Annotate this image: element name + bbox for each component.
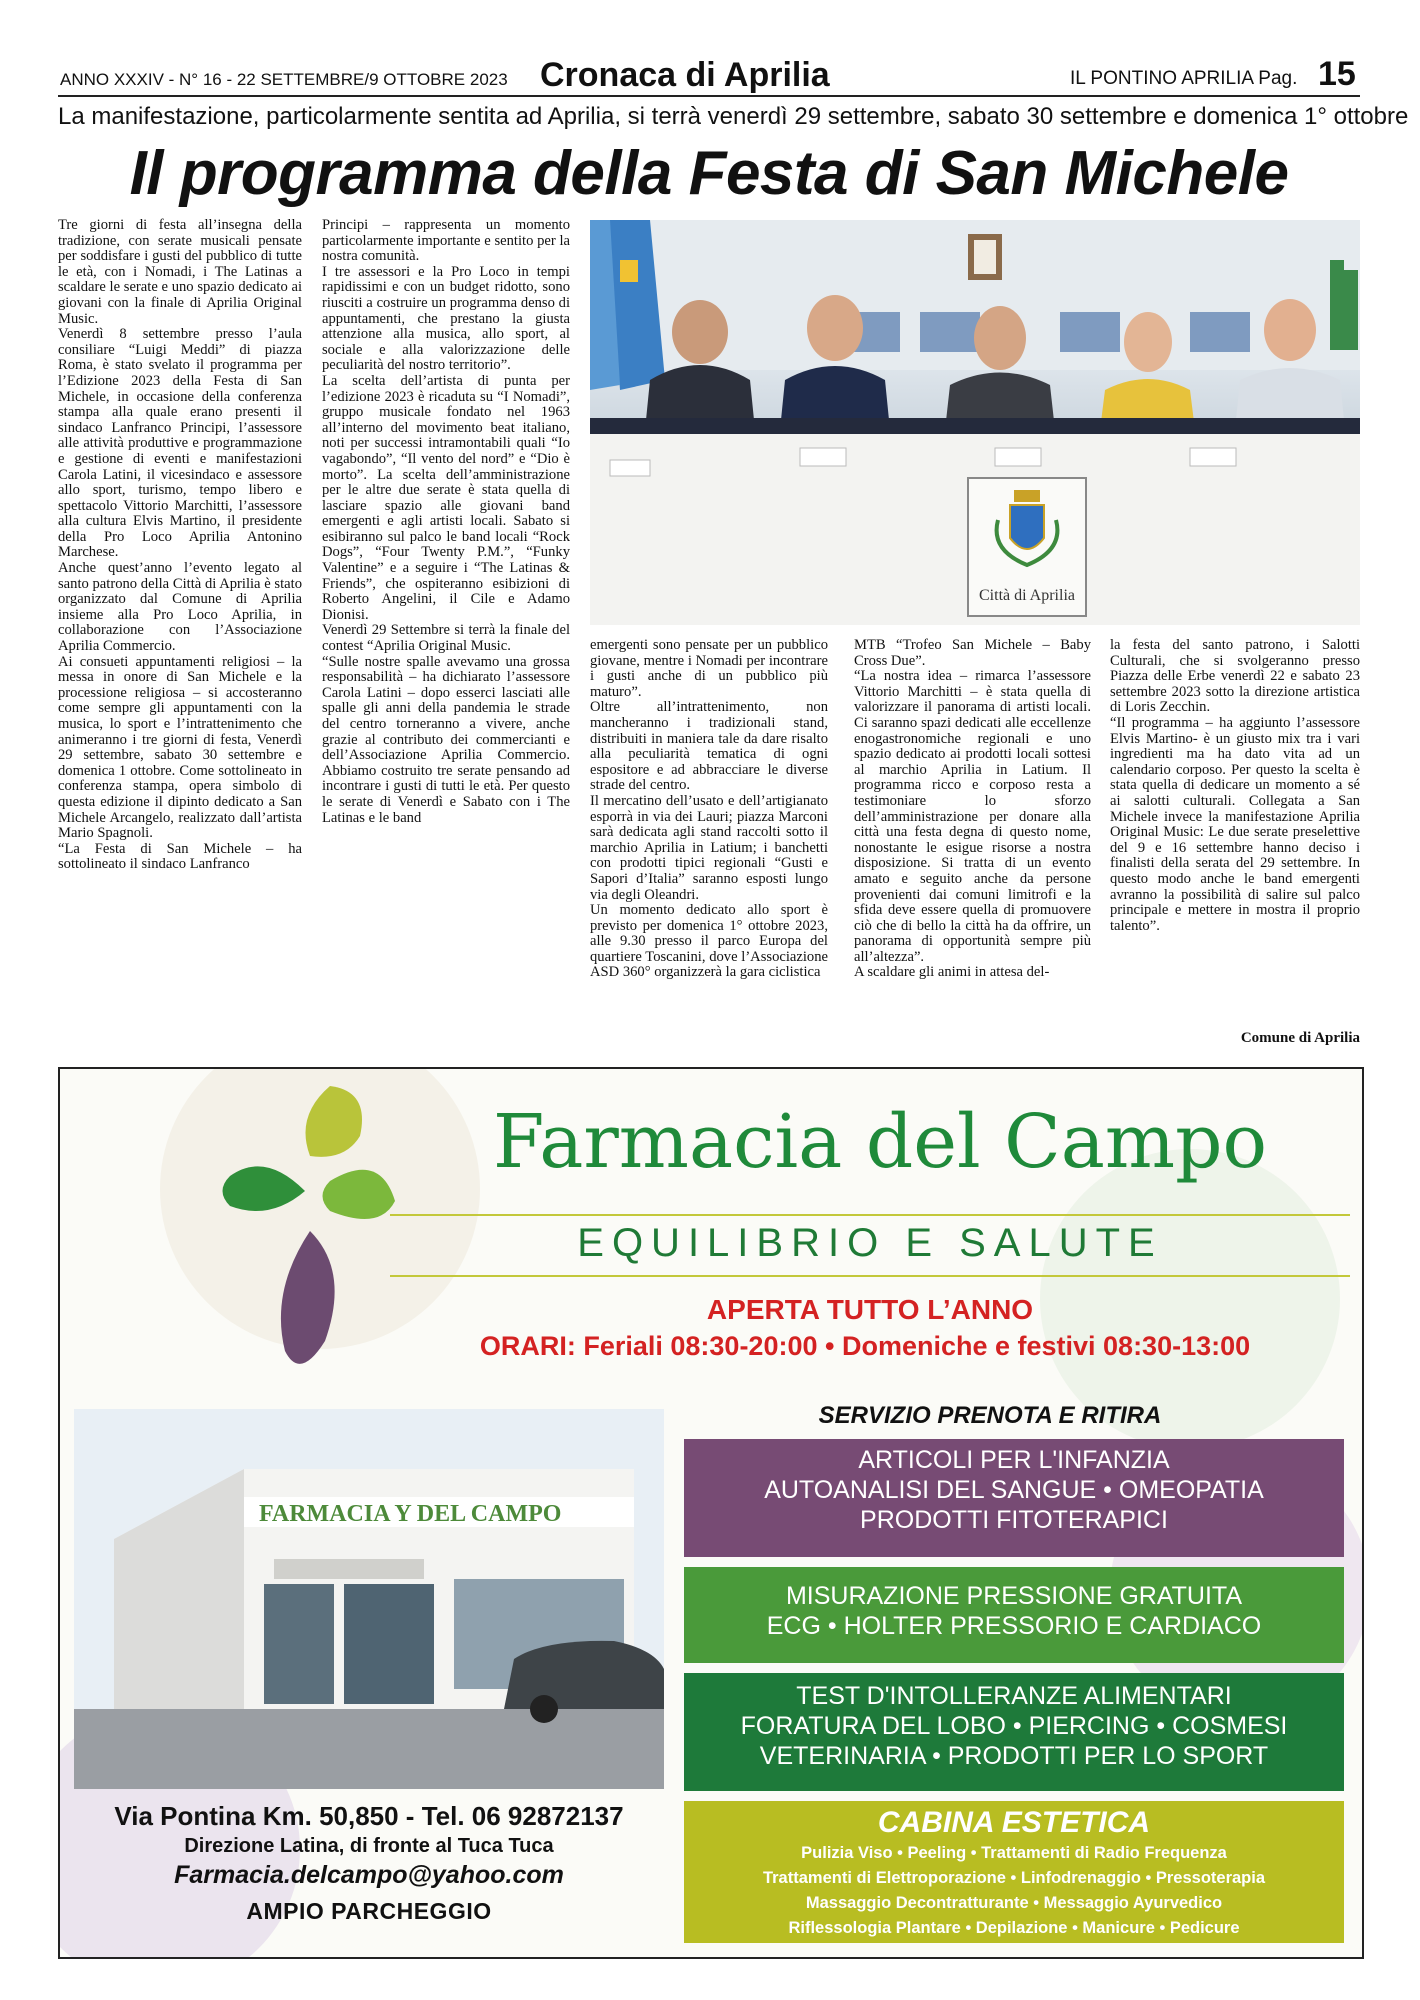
article-paragraph: “La Festa di San Michele – ha sottolineato il sindaco Lanfranco <box>58 840 302 873</box>
article-column-1 <box>58 218 302 1043</box>
article-paragraph: Venerdì 8 settembre presso l’aula consiliare “Luigi Meddi” di piazza Roma, è stato svelato il programma per l’Edizione 2023 della Festa di San Michele, in occasione della conferenza stampa alla quale erano presenti il sindaco Lanfranco Principi, l’assessore alle attività produttive e programmazione e gestione di eventi e manifestazioni Carola Latini, il vicesindaco e assessore allo sport, turismo, tempo libero e spettacolo Vittorio Marchitti, l’assessore alla cultura Elvis Martino, il presidente della Pro Loco Aprilia Antonino Marchese. <box>58 326 302 561</box>
service-item: PRODOTTI FITOTERAPICI <box>860 1506 1168 1534</box>
service-box-tests <box>684 1673 1344 1791</box>
pharmacy-parking: AMPIO PARCHEGGIO <box>246 1898 492 1924</box>
pharmacy-ad <box>58 1067 1364 1959</box>
ad-title: Farmacia del Campo <box>492 1099 1268 1185</box>
service-item: VETERINARIA • PRODOTTI PER LO SPORT <box>759 1742 1269 1770</box>
article-paragraph: Tre giorni di festa all’insegna della tradizione, con serate musicali pensate per soddisfare i gusti del pubblico di tutte le età, con i Nomadi, i The Latinas a scaldare le serate e uno spazio dedicato ai giovani con la finale di Aprilia Original Music. <box>58 218 302 327</box>
service-item: Trattamenti di Elettroporazione • Linfodrenaggio • Pressoterapia <box>762 1869 1266 1887</box>
article-paragraph: La scelta dell’artista di punta per l’edizione 2023 è ricaduta su “I Nomadi”, gruppo musicale fondato nel 1963 all’interno del movimento beat italiano, noti per successi intramontabili quali “Io vagabondo”, “Il vento del nord” e “Dio è morto”. La scelta dell’amministrazione per le altre due serate è stata quella di lasciare spazio alle giovani band emergenti e agli artisti locali. Sabato si esibiranno sul palco le band locali “Rock Dogs”, “Four Twenty P.M.”, “Funky Valentine” e a seguire i “The Latinas & Friends”, che ospiteranno esibizioni di Roberto Angelini, il Cile e Adamo Dionisi. <box>322 372 570 623</box>
service-item: ECG • HOLTER PRESSORIO E CARDIACO <box>766 1612 1262 1640</box>
article-paragraph: Ai consueti appuntamenti religiosi – la messa in onore di San Michele e la processione religiosa – si accosteranno come sempre gli appuntamenti con la musica, lo sport e l’intrattenimento che animeranno i tre giorni di festa, Venerdì 29 settembre, sabato 30 settembre e domenica 1 ottobre. Come sottolineato in conferenza stampa, opera simbolo di questa edizione il dipinto dedicato a San Michele Arcangelo, realizzato dall’artista Mario Spagnoli. <box>58 653 302 842</box>
ad-subtitle: EQUILIBRIO E SALUTE <box>577 1221 1163 1265</box>
article-column-5 <box>1110 638 1360 1030</box>
pharmacy-storefront-photo <box>74 1409 664 1789</box>
press-conference-photo <box>590 220 1360 625</box>
service-item: TEST D'INTOLLERANZE ALIMENTARI <box>796 1682 1232 1710</box>
header-rule <box>58 95 1360 97</box>
service-item: AUTOANALISI DEL SANGUE • OMEOPATIA <box>764 1476 1264 1504</box>
storefront-sign-text: FARMACIA Y DEL CAMPO <box>259 1501 562 1527</box>
article-subhead: La manifestazione, particolarmente sentita ad Aprilia, si terrà venerdì 29 settembre, sabato 30 settembre e domenica 1° ottobre <box>58 103 1409 130</box>
article-paragraph: MTB “Trofeo San Michele – Baby Cross Due”. <box>854 638 1091 669</box>
pharmacy-contact <box>74 1799 664 1931</box>
issue-info: ANNO XXXIV - N° 16 - 22 SETTEMBRE/9 OTTOBRE 2023 <box>60 70 508 89</box>
ad-service-heading: SERVIZIO PRENOTA E RITIRA <box>818 1402 1162 1429</box>
service-box-infancy <box>684 1439 1344 1557</box>
section-title: Cronaca di Aprilia <box>540 56 830 94</box>
service-box-pressure <box>684 1567 1344 1663</box>
pharmacy-direction: Direzione Latina, di fronte al Tuca Tuca <box>184 1835 554 1857</box>
article-headline: Il programma della Festa di San Michele <box>129 139 1289 208</box>
article-paragraph: “La nostra idea – rimarca l’assessore Vittorio Marchitti – è stata quella di valorizzare il panorama di artisti locali. Ci saranno spazi dedicati alle eccellenze enogastronomiche regionali e uno spazio dedicato ai prodotti locali sottesi al marchio Aprilia in Latium. Il programma ricco e corposo resta a testimoniare lo sforzo dell’amministrazione per donare alla città una festa degna di questo nome, nonostante le esigue risorse a nostra disposizione. Si tratta di un evento amato e seguito anche da persone provenienti dai comuni limitrofi e la sfida deve essere quella di promuovere ciò che di bello la città ha da offrire, un panorama di opportunità sempre più all’altezza”. <box>854 668 1091 965</box>
article-paragraph: la festa del santo patrono, i Salotti Culturali, che si svolgeranno presso Piazza delle Erbe venerdì 22 e sabato 23 settembre 2023 sotto la direzione artistica di Loris Zecchin. <box>1110 638 1360 716</box>
service-item: Riflessologia Plantare • Depilazione • Manicure • Pedicure <box>788 1919 1240 1937</box>
service-item: Pulizia Viso • Peeling • Trattamenti di Radio Frequenza <box>801 1844 1227 1862</box>
article-paragraph: I tre assessori e la Pro Loco in tempi rapidissimi e con un budget ridotto, sono riusciti a costruire un programma denso di appuntamenti, che prestano la giusta attenzione alla musica, allo sport, al sociale e alla valorizzazione delle peculiarità del nostro territorio”. <box>322 263 570 374</box>
article-column-4 <box>854 638 1091 1043</box>
pharmacy-email[interactable]: Farmacia.delcampo@yahoo.com <box>174 1861 564 1889</box>
article-paragraph: Oltre all’intrattenimento, non mancheranno i tradizionali stand, distribuiti in maniera tale da dare risalto alla peculiarità tematica di ogni espositore e ad abbracciare le diverse strade del centro. <box>590 699 828 794</box>
article-paragraph: Venerdì 29 Settembre si terrà la finale del contest “Aprilia Original Music. <box>322 622 570 655</box>
article-paragraph: “Il programma – ha aggiunto l’assessore Elvis Martino- è un giusto mix tra i vari ingredienti ma ha dato vita ad un calendario corposo. Per questo la scelta è stata quella di dedicare un momento a sé ai salotti culturali. Collegata a San Michele invece la manifestazione Aprilia Original Music: Le due serate preselettive del 9 e 16 settembre hanno deciso i finalisti della serata del 29 settembre. In questo modo anche le band emergenti avranno la possibilità di salire sul palco principale e mettere in mostra il proprio talento”. <box>1110 714 1360 934</box>
service-item: MISURAZIONE PRESSIONE GRATUITA <box>785 1582 1243 1610</box>
page-number: 15 <box>1318 55 1356 93</box>
article-paragraph: Il mercatino dell’usato e dell’artigianato esporrà in via dei Lauri; piazza Marconi sarà dedicata agli stand raccolti sotto il marchio Aprilia in Latium; i banchetti con prodotti tipici regionali “Gusti e Sapori d’Italia” saranno esposti lungo via degli Oleandri. <box>590 792 828 903</box>
beauty-cabin-title: CABINA ESTETICA <box>877 1806 1151 1839</box>
article-column-2 <box>322 218 570 1043</box>
article-column-3 <box>590 638 828 1043</box>
service-item: Massaggio Decontratturante • Messaggio Ayurvedico <box>805 1894 1223 1912</box>
article-paragraph: Un momento dedicato allo sport è previsto per domenica 1° ottobre 2023, alle 9.30 presso il parco Europa del quartiere Toscanini, dove l’Associazione ASD 360° organizzerà la gara ciclistica <box>590 902 828 981</box>
photo-banner-text: Città di Aprilia <box>979 587 1075 604</box>
service-box-beauty <box>684 1801 1344 1943</box>
ad-divider-top <box>390 1214 1350 1216</box>
ad-open-all-year: APERTA TUTTO L’ANNO <box>706 1294 1034 1325</box>
service-item: ARTICOLI PER L'INFANZIA <box>858 1446 1170 1474</box>
article-signature: Comune di Aprilia <box>1240 1030 1360 1046</box>
article-paragraph: emergenti sono pensate per un pubblico giovane, mentre i Nomadi per incontrare i gusti anche di un pubblico più maturo”. <box>590 638 828 700</box>
article-paragraph: “Sulle nostre spalle avevamo una grossa responsabilità – ha dichiarato l’assessore Carola Latini – dopo esserci lasciati alle spalle gli anni della pandemia le strade del centro torneranno a vivere, anche grazie al contributo dei commercianti e dell’Associazione Aprilia Commercio. Abbiamo costruito tre serate pensando ad incontrare i gusti di tutti le età. Per questo le serate di Venerdì e Sabato con i The Latinas e le band <box>322 653 570 826</box>
article-paragraph: Principi – rappresenta un momento particolarmente importante e sentito per la nostra comunità. <box>322 218 570 265</box>
paper-name: IL PONTINO APRILIA Pag. <box>1070 68 1298 89</box>
ad-opening-hours: ORARI: Feriali 08:30-20:00 • Domeniche e festivi 08:30-13:00 <box>479 1331 1251 1361</box>
article-paragraph: A scaldare gli animi in attesa del- <box>854 964 1050 981</box>
service-item: FORATURA DEL LOBO • PIERCING • COSMESI <box>740 1712 1288 1740</box>
pharmacy-address: Via Pontina Km. 50,850 - Tel. 06 92872137 <box>114 1801 624 1831</box>
ad-divider-bottom <box>390 1275 1350 1277</box>
article-paragraph: Anche quest’anno l’evento legato al santo patrono della Città di Aprilia è stato organizzato dal Comune di Aprilia insieme alla Pro Loco Aprilia, in collaborazione con l’Associazione Aprilia Commercio. <box>58 560 302 655</box>
